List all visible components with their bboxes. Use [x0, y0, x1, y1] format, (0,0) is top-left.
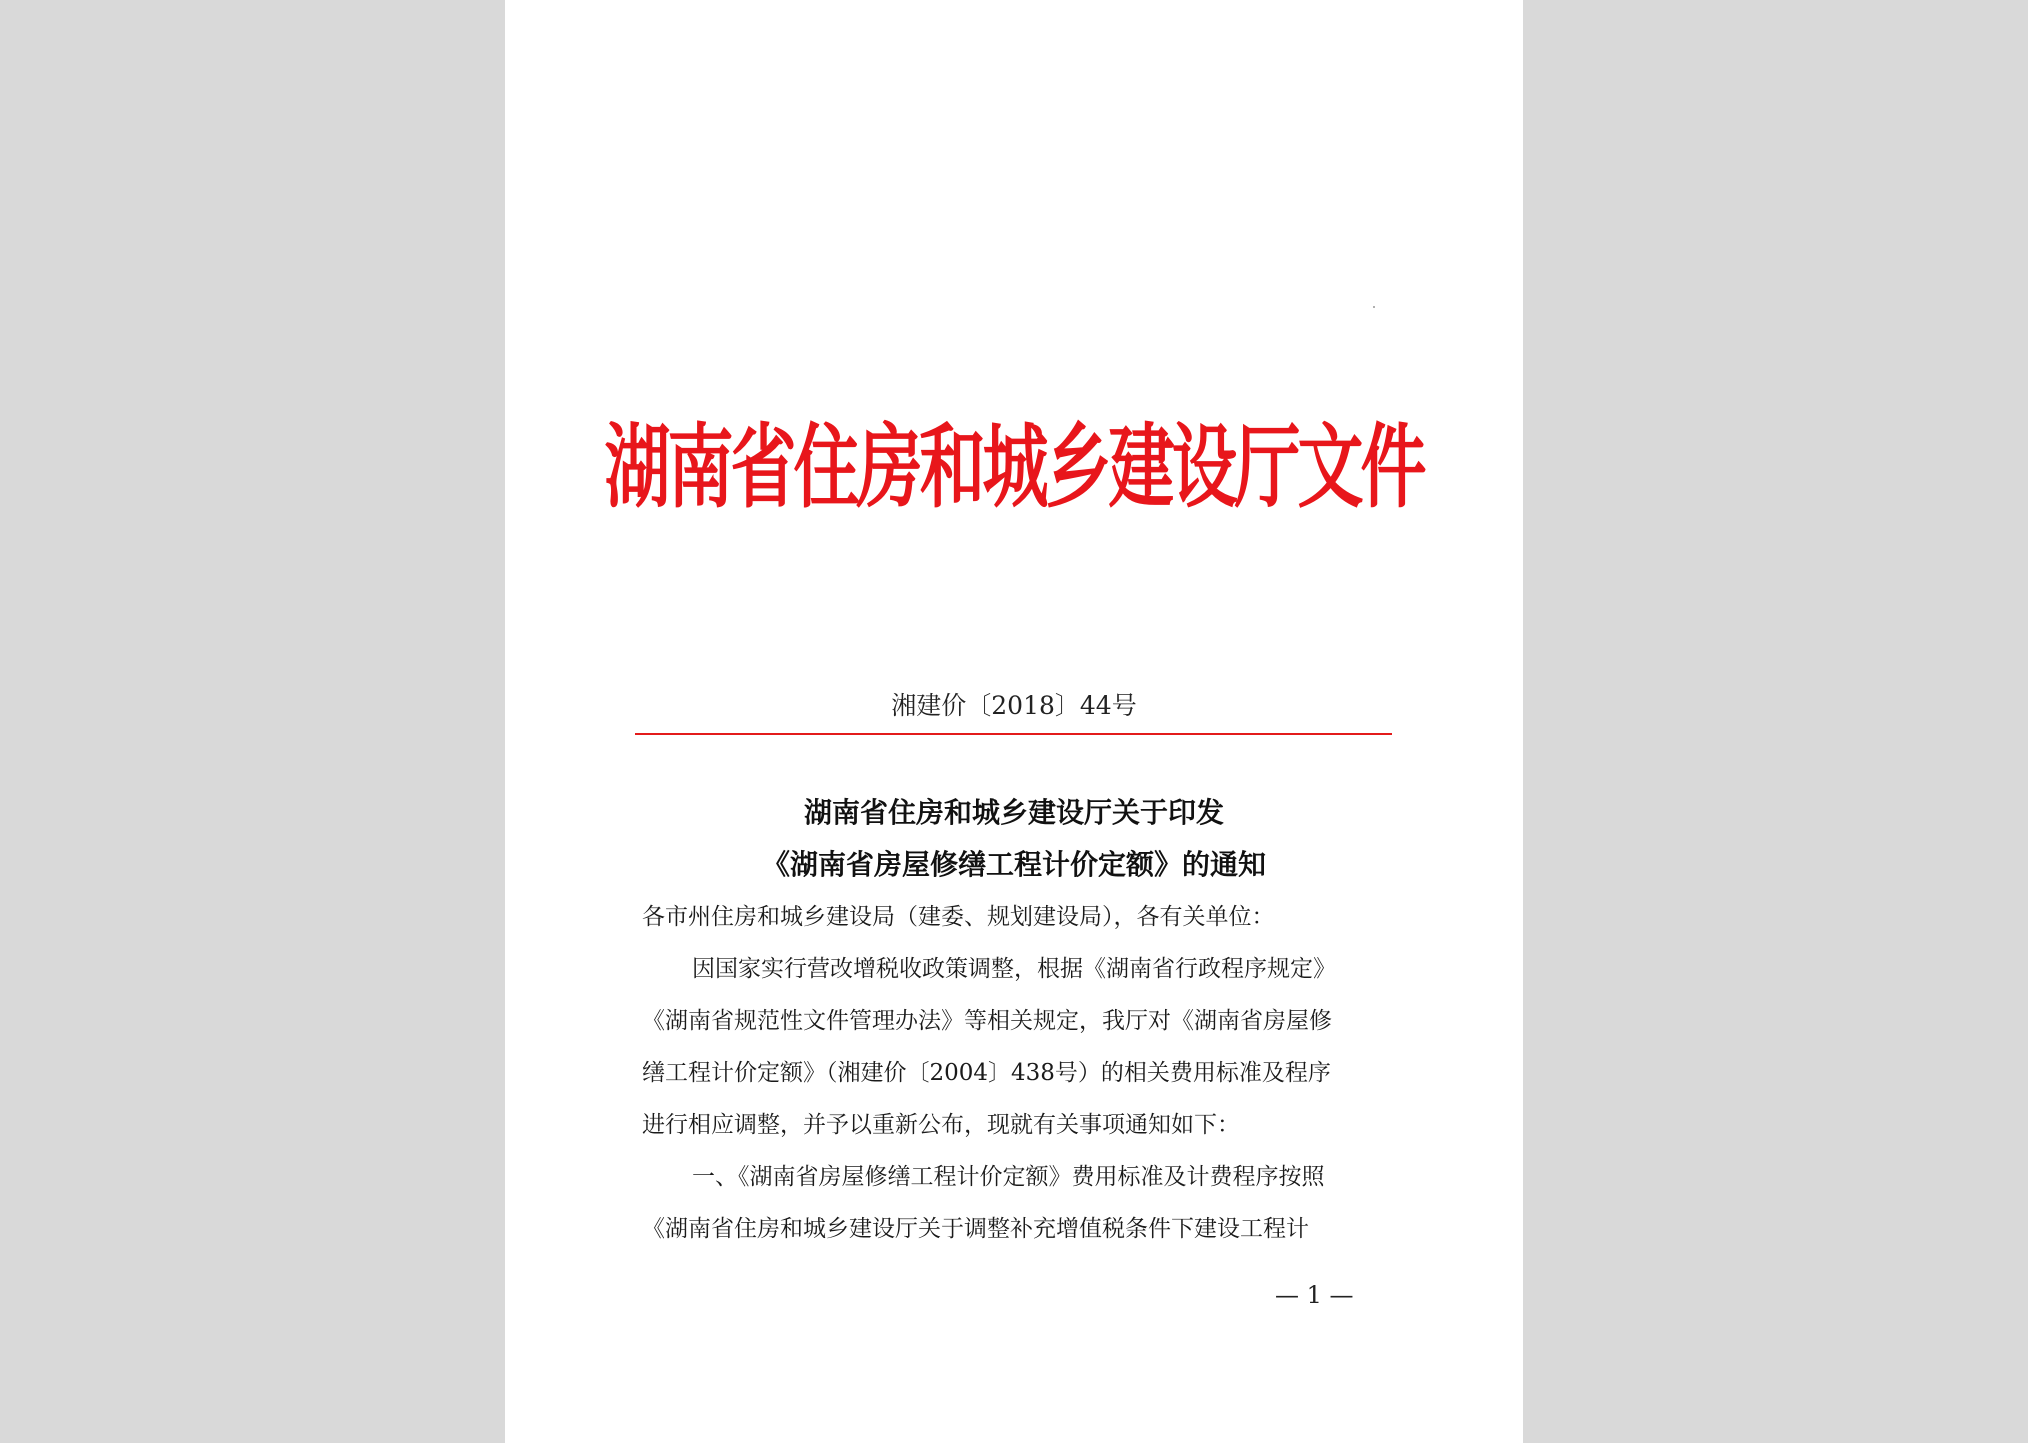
body-line: 因国家实行营改增税收政策调整，根据《湖南省行政程序规定》	[692, 956, 1336, 982]
document-page	[505, 0, 1523, 1443]
document-body	[642, 891, 1394, 1255]
body-line: 《湖南省住房和城乡建设厅关于调整补充增值税条件下建设工程计	[642, 1216, 1309, 1242]
page-number: — 1 —	[1275, 1281, 1354, 1309]
red-separator-line	[635, 733, 1392, 735]
notice-title-line-1: 湖南省住房和城乡建设厅关于印发	[803, 796, 1224, 829]
body-line: 一、《湖南省房屋修缮工程计价定额》费用标准及计费程序按照	[692, 1164, 1325, 1190]
body-line: 进行相应调整，并予以重新公布，现就有关事项通知如下：	[642, 1112, 1240, 1138]
scan-speck	[1373, 306, 1375, 308]
issuer-header-title: 湖南省住房和城乡建设厅文件	[604, 414, 1424, 521]
addressee-line: 各市州住房和城乡建设局（建委、规划建设局），各有关单位：	[642, 904, 1275, 930]
document-number: 湘建价〔2018〕44号	[891, 691, 1137, 720]
body-line: 缮工程计价定额》（湘建价〔2004〕438号）的相关费用标准及程序	[642, 1060, 1331, 1086]
body-line: 《湖南省规范性文件管理办法》等相关规定，我厅对《湖南省房屋修	[642, 1008, 1332, 1034]
notice-title-line-2: 《湖南省房屋修缮工程计价定额》的通知	[761, 848, 1266, 881]
